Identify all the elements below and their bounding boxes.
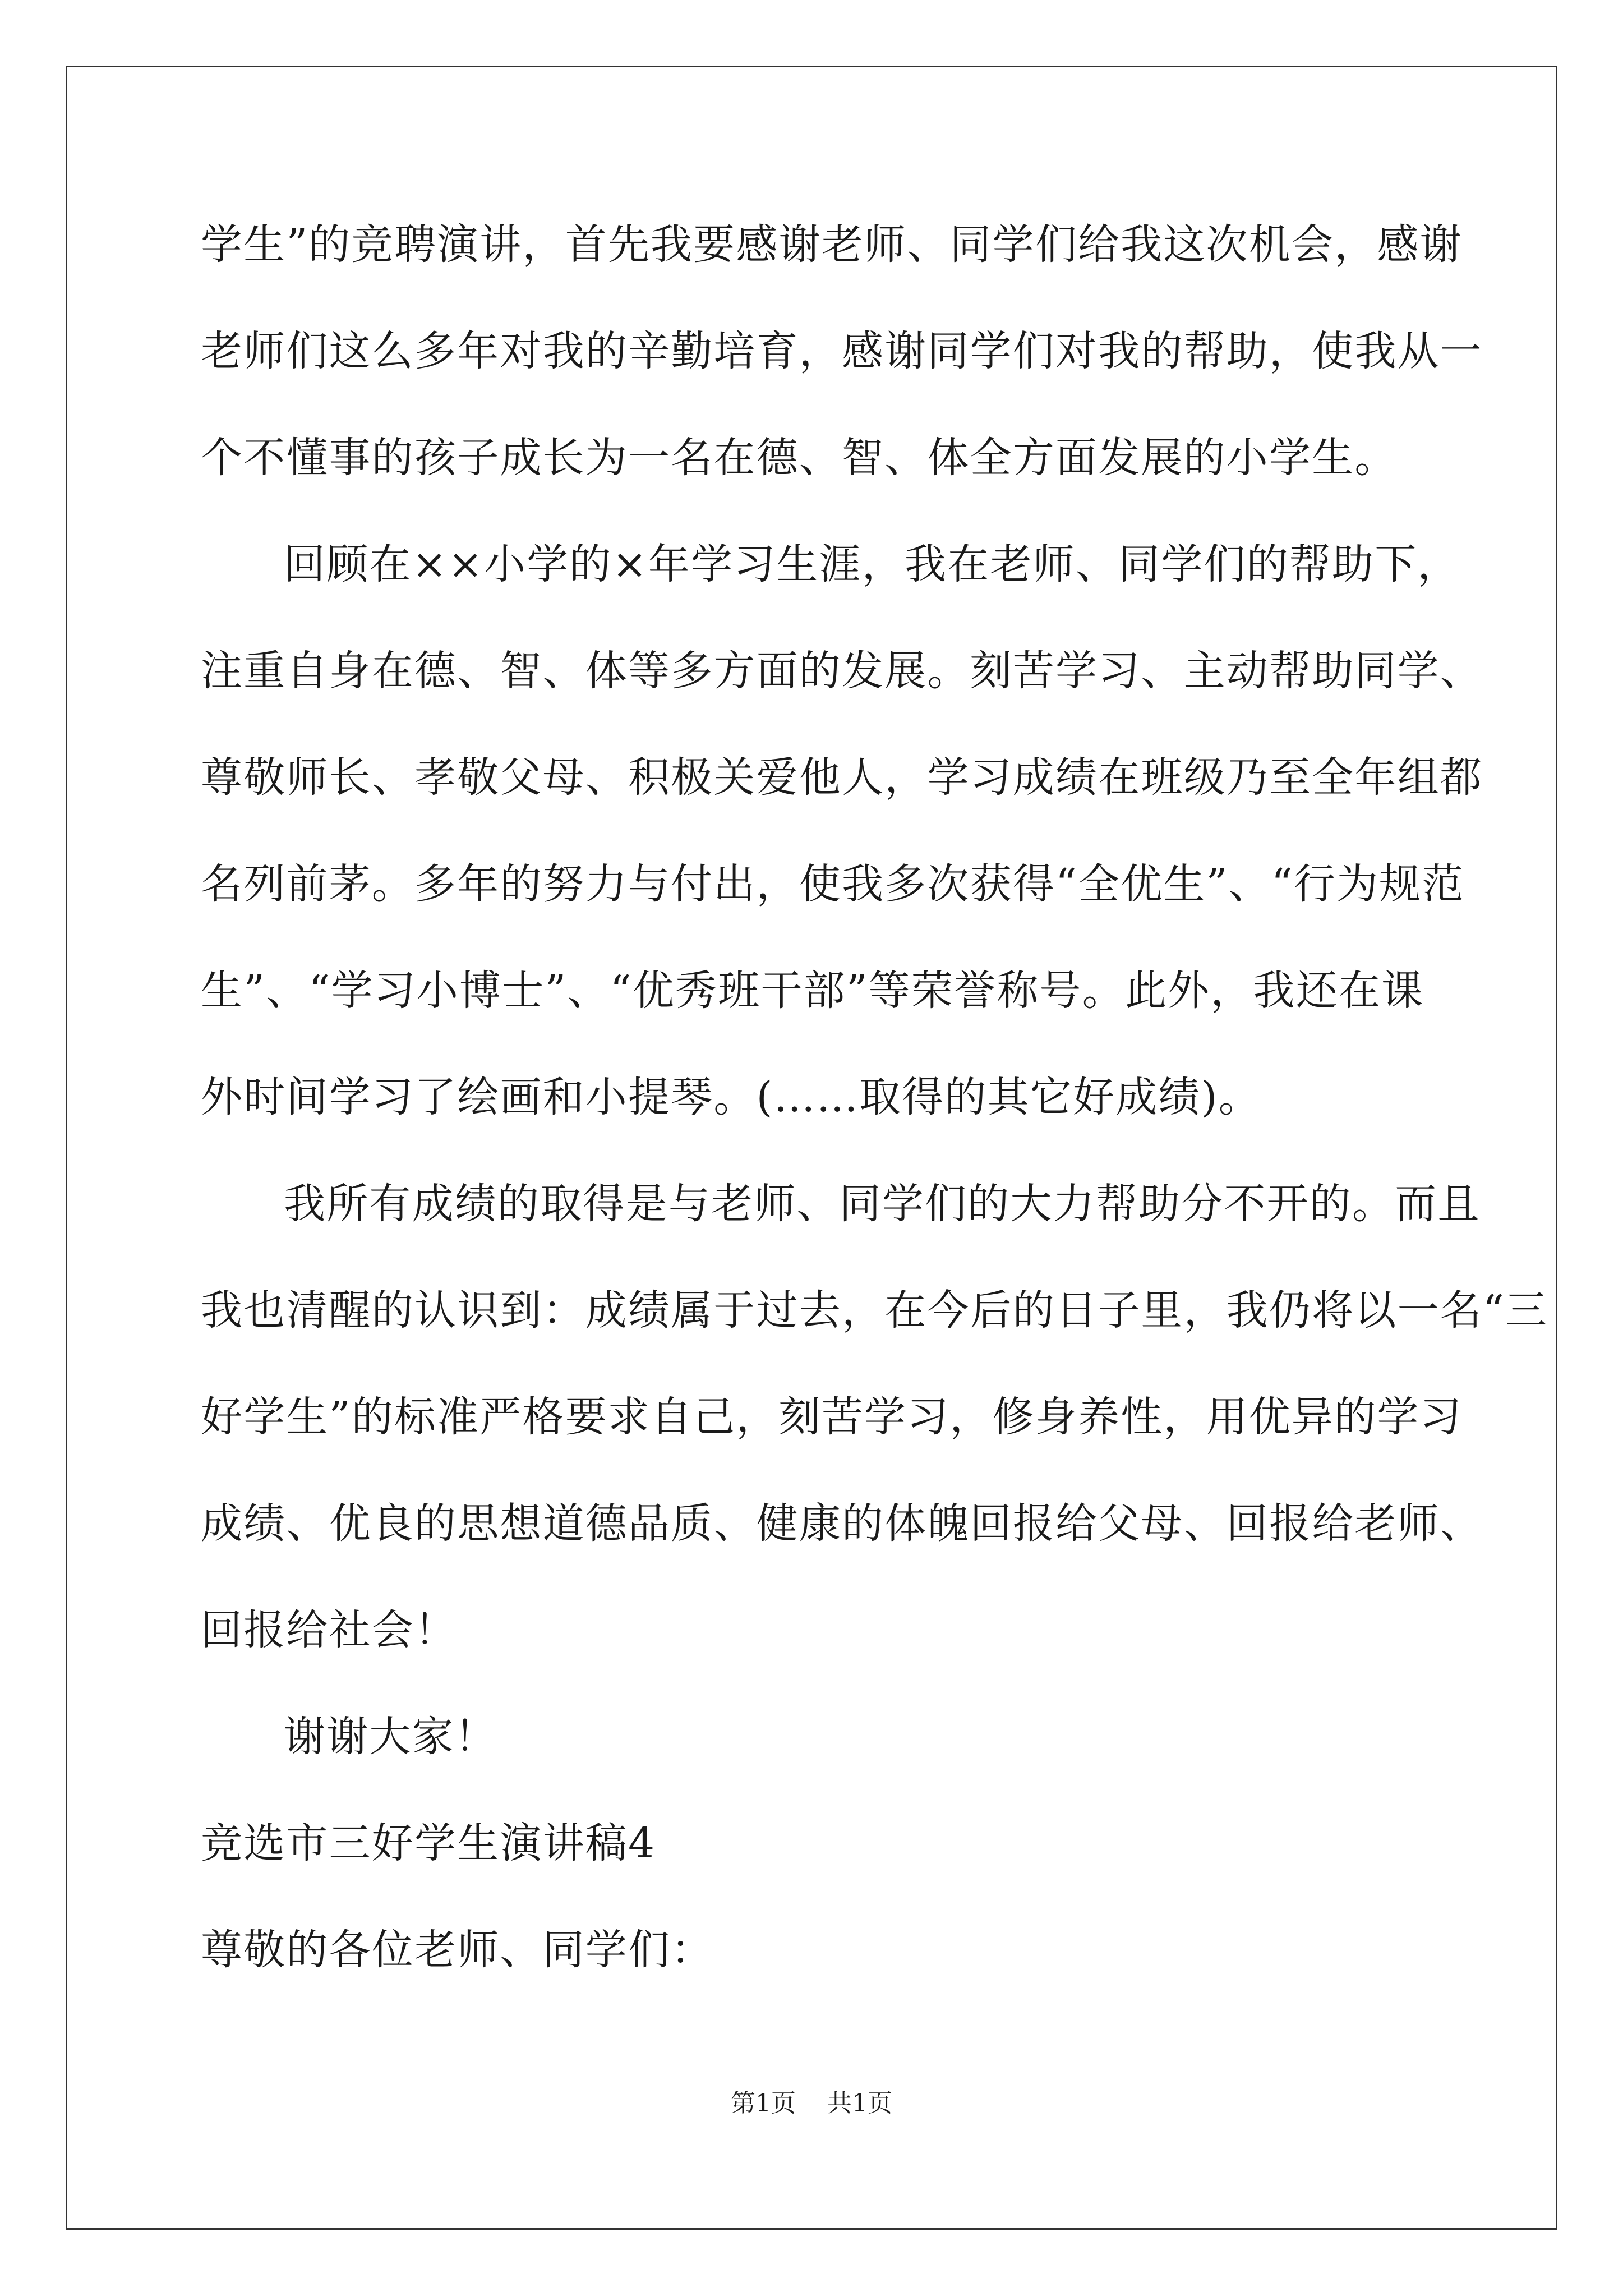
text-line: 个不懂事的孩子成长为一名在德、智、体全方面发展的小学生。 <box>201 434 1398 482</box>
text-line: 外时间学习了绘画和小提琴。(……取得的其它好成绩)。 <box>201 1073 1261 1121</box>
page-number-current: 第1页 <box>731 2089 796 2118</box>
text-line: 回报给社会！ <box>201 1606 458 1654</box>
paragraph-start-line: 回顾在××小学的×年学习生涯，我在老师、同学们的帮助下， <box>284 540 1460 588</box>
text-line: 成绩、优良的思想道德品质、健康的体魄回报给父母、回报给老师、 <box>201 1499 1483 1548</box>
paragraph-start-line: 我所有成绩的取得是与老师、同学们的大力帮助分不开的。而且 <box>284 1180 1481 1228</box>
text-line: 好学生”的标准严格要求自己，刻苦学习，修身养性，用优异的学习 <box>201 1393 1463 1441</box>
text-line: 注重自身在德、智、体等多方面的发展。刻苦学习、主动帮助同学、 <box>201 647 1483 695</box>
page-footer <box>0 2087 1623 2120</box>
closing-line: 谢谢大家！ <box>284 1713 497 1761</box>
text-line: 名列前茅。多年的努力与付出，使我多次获得“全优生”、“行为规范 <box>201 860 1465 908</box>
text-line: 我也清醒的认识到：成绩属于过去，在今后的日子里，我仍将以一名“三 <box>201 1286 1548 1335</box>
text-line: 学生”的竞聘演讲，首先我要感谢老师、同学们给我这次机会，感谢 <box>201 220 1463 269</box>
document-body <box>201 218 1548 2030</box>
text-line: 老师们这么多年对我的辛勤培育，感谢同学们对我的帮助，使我从一 <box>201 327 1483 375</box>
text-line: 尊敬师长、孝敬父母、积极关爱他人，学习成绩在班级乃至全年组都 <box>201 753 1483 802</box>
page-number-total: 共1页 <box>827 2089 892 2118</box>
section-title: 竞选市三好学生演讲稿4 <box>201 1819 656 1867</box>
salutation-line: 尊敬的各位老师、同学们： <box>201 1926 714 1974</box>
text-line: 生”、“学习小博士”、“优秀班干部”等荣誉称号。此外，我还在课 <box>201 967 1424 1015</box>
